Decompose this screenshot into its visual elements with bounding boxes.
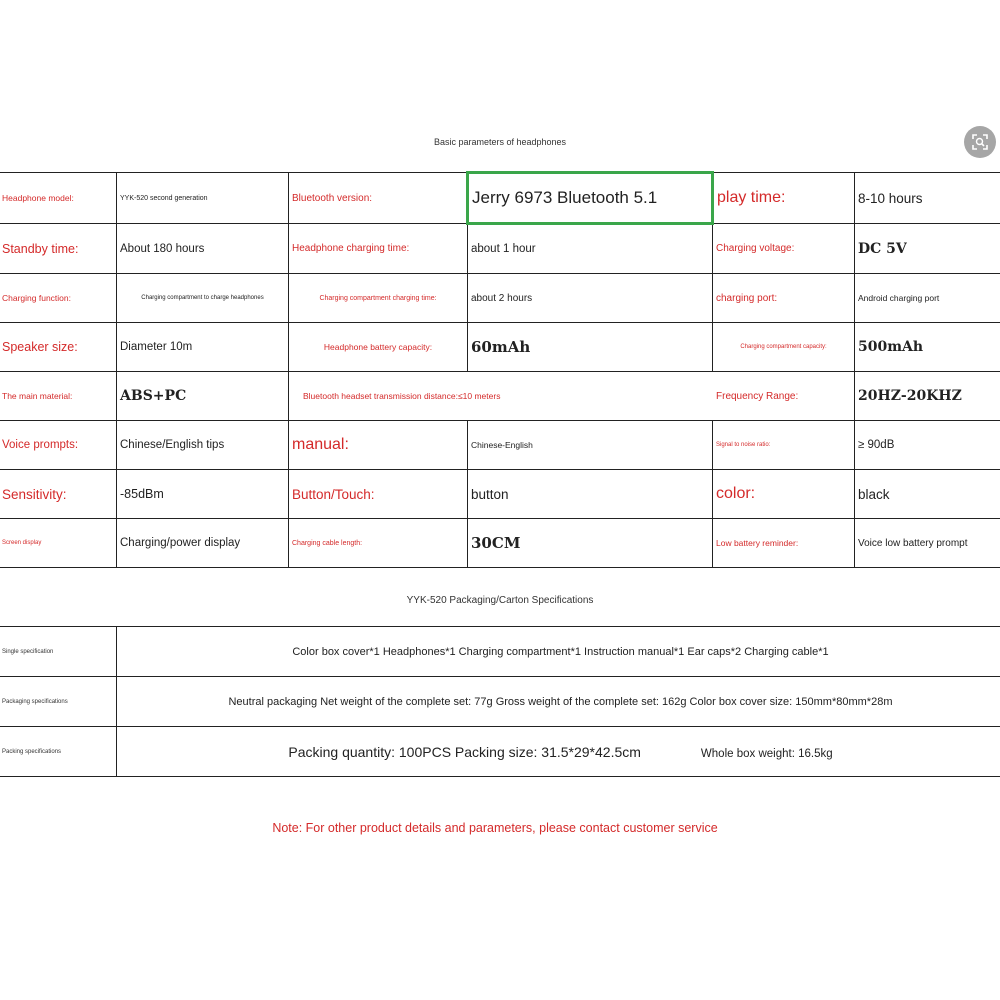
param-label: Headphone charging time: <box>289 224 468 274</box>
param-value: 30CM <box>468 519 713 568</box>
table-row <box>0 173 1000 224</box>
param-value: Diameter 10m <box>117 323 289 372</box>
param-value: YYK-520 second generation <box>117 173 289 224</box>
zoom-lens-icon[interactable] <box>964 126 996 158</box>
param-value: Chinese-English <box>468 421 713 470</box>
param-value: Android charging port <box>855 274 1000 323</box>
param-label: Charging compartment capacity: <box>713 323 855 372</box>
param-value: -85dBm <box>117 470 289 519</box>
param-label: color: <box>713 470 855 519</box>
table-row <box>0 627 1000 677</box>
param-value: black <box>855 470 1000 519</box>
param-label: Headphone battery capacity: <box>289 323 468 372</box>
param-value: 20HZ-20KHZ <box>855 372 1000 421</box>
param-value: about 2 hours <box>468 274 713 323</box>
param-value: about 1 hour <box>468 224 713 274</box>
param-label: Charging compartment charging time: <box>289 274 468 323</box>
table-row <box>0 677 1000 727</box>
param-label: charging port: <box>713 274 855 323</box>
param-value: ABS+PC <box>117 372 289 421</box>
packaging-table <box>0 626 1000 777</box>
param-label: Bluetooth version: <box>289 173 468 224</box>
table-row <box>0 470 1000 519</box>
table-row <box>0 372 1000 421</box>
param-label: Speaker size: <box>0 323 117 372</box>
param-label: Charging voltage: <box>713 224 855 274</box>
param-value: 60mAh <box>468 323 713 372</box>
param-label: The main material: <box>0 372 117 421</box>
parameters-heading: Basic parameters of headphones <box>433 137 567 147</box>
table-row <box>0 727 1000 777</box>
param-label: manual: <box>289 421 468 470</box>
packaging-value-cell <box>117 727 1000 777</box>
param-label: Low battery reminder: <box>713 519 855 568</box>
contact-note: Note: For other product details and parameters, please contact customer service <box>272 821 718 835</box>
param-label: Sensitivity: <box>0 470 117 519</box>
packaging-label: Packaging specifications <box>0 677 117 727</box>
parameters-table <box>0 171 1000 568</box>
param-value: 500mAh <box>855 323 1000 372</box>
packaging-heading: YYK-520 Packaging/Carton Specifications <box>406 595 594 606</box>
table-row <box>0 519 1000 568</box>
packaging-label: Packing specifications <box>0 727 117 777</box>
param-label: Frequency Range: <box>713 372 855 421</box>
packaging-value: Neutral packaging Net weight of the complete set: 77g Gross weight of the complete set: 162g Color box cover size: 150mm*80mm*28m <box>117 677 1000 727</box>
param-value: About 180 hours <box>117 224 289 274</box>
table-row <box>0 224 1000 274</box>
box-weight: Whole box weight: 16.5kg <box>700 747 833 760</box>
param-value: Charging/power display <box>117 519 289 568</box>
param-label: Button/Touch: <box>289 470 468 519</box>
param-value: Chinese/English tips <box>117 421 289 470</box>
zoom-lens-glyph <box>971 133 989 151</box>
param-value: DC 5V <box>855 224 1000 274</box>
param-value-highlighted: Jerry 6973 Bluetooth 5.1 <box>468 173 713 224</box>
table-row <box>0 421 1000 470</box>
param-label: Charging cable length: <box>289 519 468 568</box>
packaging-value: Packing quantity: 100PCS Packing size: 31.5*29*42.5cm <box>288 743 641 760</box>
param-value: Charging compartment to charge headphones <box>117 274 289 323</box>
param-label: play time: <box>713 173 855 224</box>
param-label: Charging function: <box>0 274 117 323</box>
param-label: Bluetooth headset transmission distance:≤10 meters <box>289 372 713 421</box>
table-row <box>0 274 1000 323</box>
param-value: Voice low battery prompt <box>855 519 1000 568</box>
param-value: 8-10 hours <box>855 173 1000 224</box>
param-label: Signal to noise ratio: <box>713 421 855 470</box>
param-value: button <box>468 470 713 519</box>
param-label: Screen display <box>0 519 117 568</box>
param-label: Voice prompts: <box>0 421 117 470</box>
param-label: Standby time: <box>0 224 117 274</box>
param-value: ≥ 90dB <box>855 421 1000 470</box>
packaging-label: Single specification <box>0 627 117 677</box>
table-row <box>0 323 1000 372</box>
param-label: Headphone model: <box>0 173 117 224</box>
packaging-value: Color box cover*1 Headphones*1 Charging compartment*1 Instruction manual*1 Ear caps*2 Charging cable*1 <box>117 627 1000 677</box>
